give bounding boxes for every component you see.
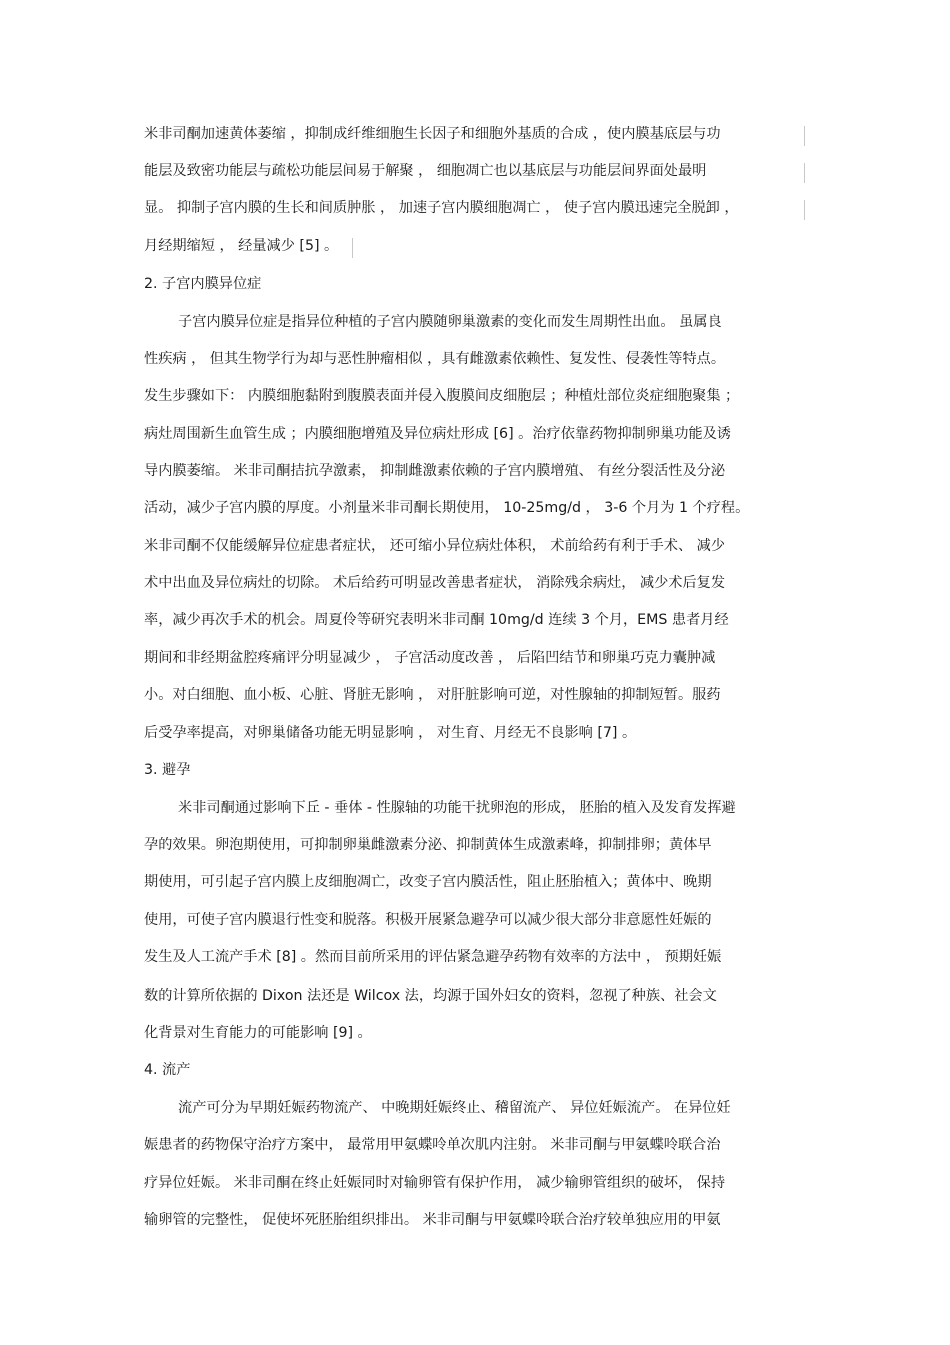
body-text-line: 性疾病 ， 但其生物学行为却与恶性肿瘤相似 ，具有雌激素依赖性、复发性、侵袭性等特点。 [144, 351, 726, 367]
body-text-line: 米非司酮加速黄体萎缩 ，抑制成纤维细胞生长因子和细胞外基质的合成 ，使内膜基底层与功 [144, 126, 721, 142]
section-heading: 3. 避孕 [144, 762, 191, 778]
body-text-line: 输卵管的完整性， 促使坏死胚胎组织排出。 米非司酮与甲氨蝶呤联合治疗较单独应用的甲氨 [144, 1212, 721, 1228]
body-text-line: 导内膜萎缩。 米非司酮拮抗孕激素， 抑制雌激素依赖的子宫内膜增殖、 有丝分裂活性及分泌 [144, 463, 726, 479]
body-text-line: 病灶周围新生血管生成 ；内膜细胞增殖及异位病灶形成 [6] 。治疗依靠药物抑制卵巢功能及诱 [144, 426, 731, 442]
body-text-line: 疗异位妊娠。 米非司酮在终止妊娠同时对输卵管有保护作用， 减少输卵管组织的破坏， 保持 [144, 1175, 726, 1191]
body-text-line: 孕的效果。卵泡期使用，可抑制卵巢雌激素分泌、抑制黄体生成激素峰，抑制排卵；黄体早 [144, 837, 712, 853]
body-text-line: 术中出血及异位病灶的切除。 术后给药可明显改善患者症状， 消除残余病灶， 减少术后复发 [144, 575, 726, 591]
body-text-line: 发生及人工流产手术 [8] 。然而目前所采用的评估紧急避孕药物有效率的方法中 ， 预期妊娠 [144, 949, 722, 965]
body-text-line: 子宫内膜异位症是指异位种植的子宫内膜随卵巢激素的变化而发生周期性出血。 虽属良 [178, 314, 722, 330]
section-heading: 2. 子宫内膜异位症 [144, 276, 262, 292]
body-text-line: 使用，可使子宫内膜退行性变和脱落。积极开展紧急避孕可以减少很大部分非意愿性妊娠的 [144, 912, 712, 928]
body-text-line: 活动，减少子宫内膜的厚度。小剂量米非司酮长期使用， 10-25mg/d ， 3-6 个月为 1 个疗程。 [144, 500, 750, 516]
body-text-line: 流产可分为早期妊娠药物流产、 中晚期妊娠终止、稽留流产、 异位妊娠流产。 在异位妊 [178, 1100, 731, 1116]
body-text-line: 娠患者的药物保守治疗方案中， 最常用甲氨蝶呤单次肌内注射。 米非司酮与甲氨蝶呤联合治 [144, 1137, 721, 1153]
body-text-line: 后受孕率提高，对卵巢储备功能无明显影响 ， 对生育、月经无不良影响 [7] 。 [144, 725, 637, 741]
body-text-line: 发生步骤如下： 内膜细胞黏附到腹膜表面并侵入腹膜间皮细胞层 ；种植灶部位炎症细胞聚集 ； [144, 388, 740, 404]
body-text-line: 率，减少再次手术的机会。周夏伶等研究表明米非司酮 10mg/d 连续 3 个月，EMS 患者月经 [144, 612, 729, 628]
body-text-line: 米非司酮通过影响下丘 - 垂体 - 性腺轴的功能干扰卵泡的形成， 胚胎的植入及发育发挥避 [178, 800, 736, 816]
body-text-line: 化背景对生育能力的可能影响 [9] 。 [144, 1025, 372, 1041]
body-text-line: 数的计算所依据的 Dixon 法还是 Wilcox 法，均源于国外妇女的资料，忽视了种族、社会文 [144, 988, 717, 1004]
body-text-line: 期使用，可引起子宫内膜上皮细胞凋亡，改变子宫内膜活性，阻止胚胎植入；黄体中、晚期 [144, 874, 712, 890]
body-text-line: 小。对白细胞、血小板、心脏、肾脏无影响 ， 对肝脏影响可逆，对性腺轴的抑制短暂。服药 [144, 687, 721, 703]
body-text-line: 期间和非经期盆腔疼痛评分明显减少 ， 子宫活动度改善 ， 后陷凹结节和卵巢巧克力囊肿减 [144, 650, 716, 666]
body-text-line: 显。 抑制子宫内膜的生长和间质肿胀 ， 加速子宫内膜细胞凋亡 ， 使子宫内膜迅速完全脱卸 ， [144, 200, 739, 216]
section-heading: 4. 流产 [144, 1062, 191, 1078]
body-text-line: 米非司酮不仅能缓解异位症患者症状， 还可缩小异位病灶体积， 术前给药有利于手术、 减少 [144, 538, 726, 554]
body-text-line: 月经期缩短 ， 经量减少 [5] 。 [144, 238, 339, 254]
body-text-line: 能层及致密功能层与疏松功能层间易于解聚 ， 细胞凋亡也以基底层与功能层间界面处最明 [144, 163, 707, 179]
